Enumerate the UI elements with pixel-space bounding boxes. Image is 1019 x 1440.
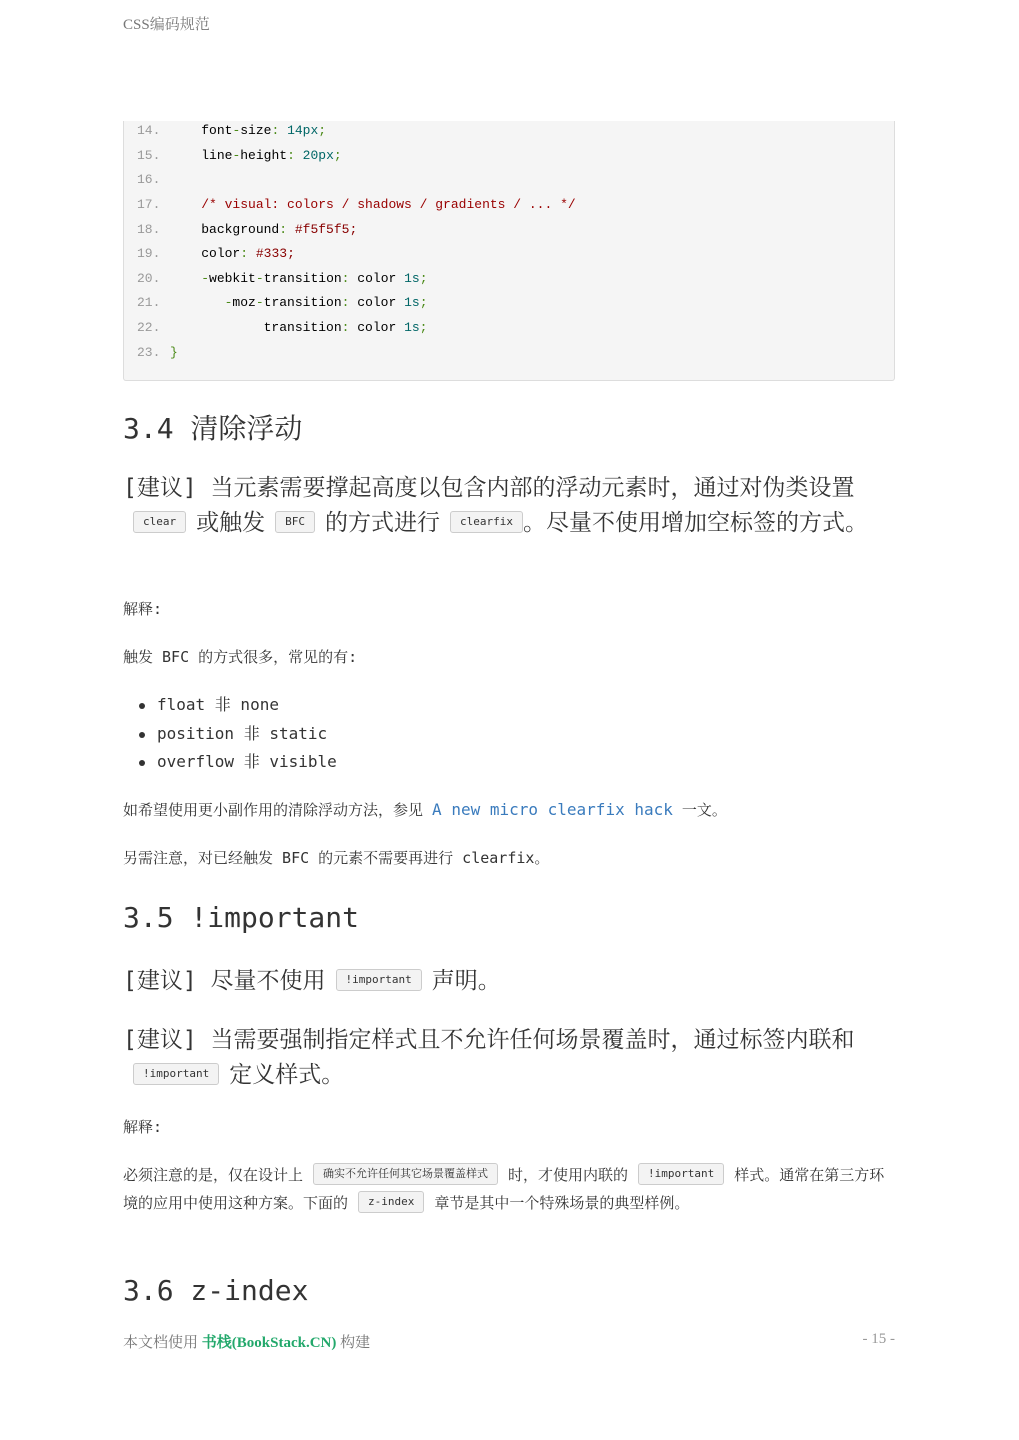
- line-number: 15.: [137, 148, 161, 163]
- page-number: - 15 -: [862, 1331, 895, 1347]
- code-semicolon: ;: [419, 271, 428, 286]
- code-bfc: BFC: [275, 511, 315, 533]
- code-operator: :: [341, 320, 350, 335]
- code-value: color: [349, 320, 405, 335]
- code-semicolon: ;: [349, 222, 358, 237]
- code-content: [170, 220, 357, 240]
- explain-text: 时，才使用内联的: [508, 1166, 629, 1184]
- code-important: !important: [336, 969, 422, 991]
- line-number: 14.: [137, 123, 161, 138]
- list-item-text: overflow 非 visible: [157, 752, 337, 771]
- bullet-icon: [139, 732, 145, 738]
- explain-text: 章节是其中一个特殊场景的典型样例。: [434, 1194, 690, 1212]
- footer-credit: [123, 1331, 370, 1352]
- important-explanation: [123, 1161, 898, 1217]
- rule-clearfix: [123, 471, 898, 541]
- code-content: [170, 121, 326, 141]
- bfc-list: [123, 691, 337, 777]
- list-item: [123, 748, 337, 777]
- code-operator: -: [255, 271, 264, 286]
- bullet-icon: [139, 703, 145, 709]
- code-operator: :: [240, 246, 249, 261]
- bookstack-link[interactable]: 书栈(BookStack.CN): [201, 1335, 337, 1351]
- rule-text: 的方式进行: [325, 510, 440, 536]
- line-number: 23.: [137, 345, 161, 360]
- rule-text: 或触发: [196, 510, 266, 536]
- reference-text: 如希望使用更小副作用的清除浮动方法，参见: [123, 801, 424, 819]
- code-block: [123, 121, 895, 381]
- code-property: transition: [263, 271, 342, 286]
- code-property: background: [201, 222, 280, 237]
- rule-text: 定义样式。: [229, 1062, 345, 1088]
- code-property: line: [201, 148, 233, 163]
- code-value: #333: [248, 246, 288, 261]
- rule-inline-important: [123, 1023, 898, 1093]
- code-operator: :: [271, 123, 280, 138]
- footer-text: 构建: [340, 1335, 371, 1351]
- clearfix-reference: [123, 796, 898, 824]
- code-semicolon: ;: [287, 246, 295, 261]
- line-number: 19.: [137, 246, 161, 261]
- code-value: 1s: [404, 271, 420, 286]
- list-item-text: position 非 static: [157, 723, 328, 743]
- line-number: 18.: [137, 222, 161, 237]
- code-content: [170, 293, 428, 313]
- code-operator: :: [341, 295, 350, 310]
- rule-text: [建议] 当需要强制指定样式且不允许任何场景覆盖时，通过标签内联和: [123, 1027, 855, 1053]
- line-number: 20.: [137, 271, 161, 286]
- code-content: [170, 244, 295, 264]
- code-property: height: [240, 148, 288, 163]
- code-operator: :: [279, 222, 288, 237]
- code-design-note: 确实不允许任何其它场景覆盖样式: [313, 1163, 498, 1185]
- code-operator: -: [232, 123, 241, 138]
- rule-text: [建议] 当元素需要撑起高度以包含内部的浮动元素时，通过对伪类设置: [123, 475, 855, 501]
- explain-text: 样式。通常在第三方环境的应用中使用这种方案。下面的: [123, 1166, 885, 1212]
- code-property: transition: [263, 320, 342, 335]
- code-content: [170, 318, 427, 338]
- bfc-intro: 触发 BFC 的方式很多，常见的有:: [123, 648, 358, 666]
- code-value: 20px: [294, 148, 334, 163]
- code-brace: }: [170, 345, 178, 360]
- line-number: 22.: [137, 320, 161, 335]
- heading-3-4: 3.4 清除浮动: [123, 412, 303, 445]
- code-important: !important: [133, 1063, 219, 1085]
- code-property: moz: [232, 295, 256, 310]
- explain-label: 解释:: [123, 1118, 163, 1136]
- code-semicolon: ;: [333, 148, 342, 163]
- heading-3-6: 3.6 z-index: [123, 1274, 309, 1307]
- line-number: 16.: [137, 172, 161, 187]
- explain-text: 必须注意的是，仅在设计上: [123, 1166, 304, 1184]
- bullet-icon: [139, 760, 145, 766]
- code-clear: clear: [133, 511, 186, 533]
- code-value: 1s: [404, 295, 420, 310]
- code-property: color: [201, 246, 241, 261]
- code-property: transition: [263, 295, 342, 310]
- rule-text: [建议] 尽量不使用: [123, 968, 326, 994]
- code-important: !important: [638, 1163, 724, 1185]
- list-item: [123, 720, 337, 749]
- code-operator: -: [201, 271, 210, 286]
- line-number: 17.: [137, 197, 161, 212]
- code-semicolon: ;: [318, 123, 327, 138]
- code-operator: -: [255, 295, 264, 310]
- code-value: color: [349, 295, 405, 310]
- list-item: [123, 691, 337, 720]
- code-value: 14px: [279, 123, 319, 138]
- code-property: font: [201, 123, 233, 138]
- line-number: 21.: [137, 295, 161, 310]
- code-content: [170, 195, 576, 215]
- reference-text: 一文。: [681, 801, 727, 819]
- code-operator: -: [224, 295, 233, 310]
- code-operator: :: [341, 271, 350, 286]
- list-item-text: float 非 none: [157, 695, 279, 714]
- code-property: webkit: [209, 271, 256, 286]
- rule-text: 。尽量不使用增加空标签的方式。: [522, 510, 868, 536]
- code-comment: /* visual: colors / shadows / gradients / ... */: [201, 197, 576, 212]
- micro-clearfix-link[interactable]: A new micro clearfix hack: [432, 800, 673, 819]
- code-property: size: [240, 123, 272, 138]
- code-operator: -: [232, 148, 241, 163]
- bfc-note: 另需注意，对已经触发 BFC 的元素不需要再进行 clearfix。: [123, 849, 550, 867]
- code-value: color: [349, 271, 405, 286]
- rule-text: 声明。: [431, 968, 501, 994]
- rule-avoid-important: [123, 964, 898, 999]
- page-header-title: CSS编码规范: [123, 17, 210, 33]
- code-content: [170, 343, 178, 363]
- code-semicolon: ;: [419, 295, 428, 310]
- heading-3-5: 3.5 !important: [123, 901, 360, 934]
- code-value: 1s: [404, 320, 420, 335]
- code-operator: :: [287, 148, 295, 163]
- code-z-index: z-index: [358, 1191, 424, 1213]
- code-content: [170, 269, 428, 289]
- code-value: #f5f5f5: [287, 222, 350, 237]
- footer-text: 本文档使用: [123, 1335, 199, 1351]
- explain-label: 解释:: [123, 600, 163, 618]
- code-semicolon: ;: [419, 320, 428, 335]
- code-clearfix: clearfix: [450, 511, 523, 533]
- code-content: [170, 146, 342, 166]
